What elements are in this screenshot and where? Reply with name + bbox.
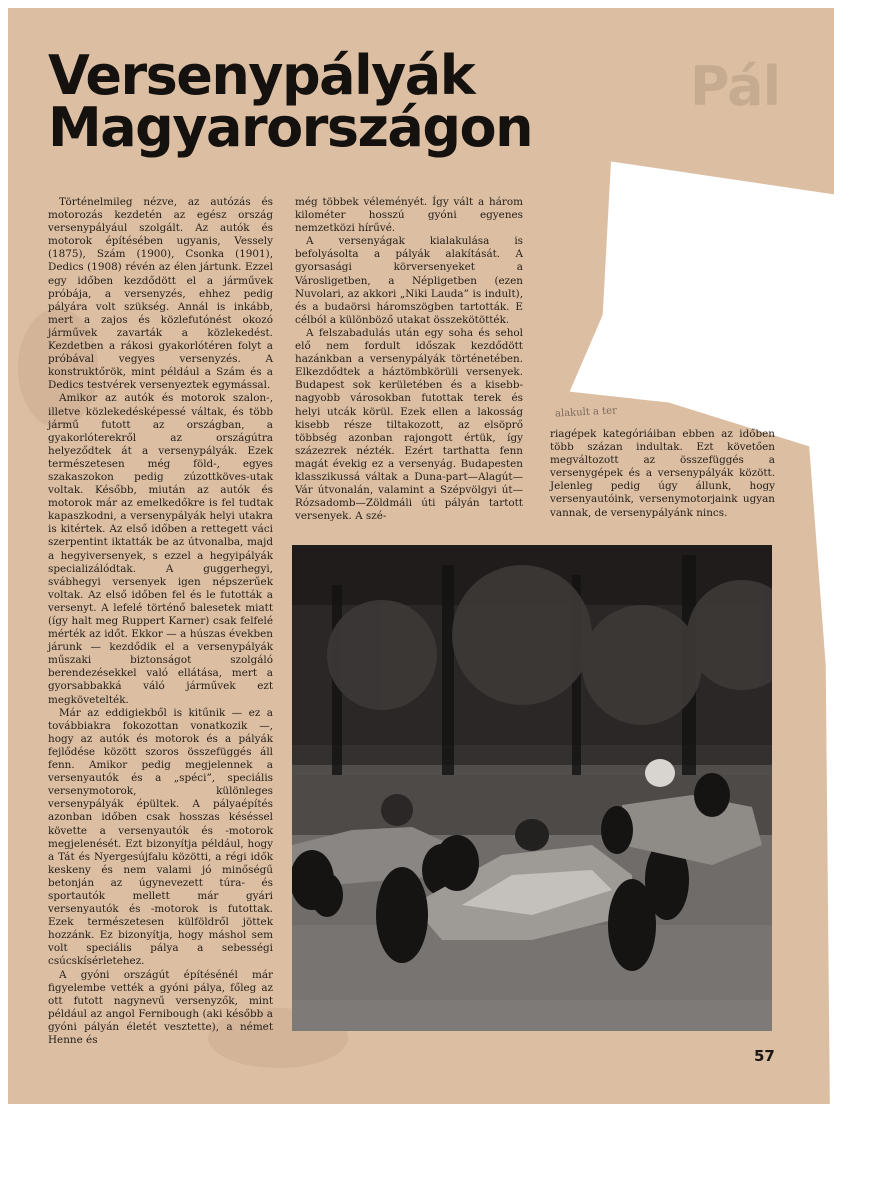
text-column-2 [295,196,523,523]
bleed-through-text: Pál [690,55,781,118]
article-title-line-1: Versenypályák [48,44,475,107]
paragraph: Történelmileg nézve, az autózás és motorozás kezdetén az egész ország versenypályául szolgált. Az autók és motorok építésében ugyanis, Vessely (1875), Szám (1900), Csonka (1901), Dedics (1908) révén az élen jártunk. Ezzel egy időben kezdődött el a járművek próbája, a versenyzés, ehhez pedig pályára volt szükség. Annál is inkább, mert a zajos és közlefutónést okozó járművek zavarták a közlekedést. Kezdetben a rákosi gyakorlótéren folyt a próbával vegyes versenyzés. A konstruktőrök, mint például a Szám és a Dedics testvérek versenyeztek egymással. [48,196,273,392]
torn-text-fragment: alakult a ter [554,405,618,420]
paragraph: A felszabadulás után egy soha és sehol elő nem fordult időszak kezdődött hazánkban a versenypályák történetében. Elkezdődtek a háztömbkörüli versenyek. Budapest sok kerületében és a kisebb-nagyobb városokban futottak terek és helyi utcák körül. Ezek ellen a lakosság kisebb része tiltakozott, az elsöprő többség azonban rajongott értük, így százezrek nézték. Ezért tarthatta fenn magát évekig ez a versenyág. Budapesten klasszikussá váltak a Duna-part—Alagút—Vár útvonalán, valamint a Szépvölgyi út—Rózsadomb—Zöldmáli úti pályán tartott versenyek. A szé- [295,326,523,523]
paragraph: A versenyágak kialakulása is befolyásolta a pályák alakítását. A gyorsasági körversenyeket a Városligetben, a Népligetben (ezen Nuvolari, az akkori „Niki Lauda” is indult), és a budaörsi háromszögben tartották. E célból a különböző utakat összekötötték. [295,235,523,326]
paragraph: riagépek kategóriáiban ebben az időben több százan indultak. Ezt követően megváltozott az összefüggés a versenygépek és a versenypályák között. Jelenleg pedig úgy állunk, hogy versenyautóink, versenymotorjaink ugyan vannak, de versenypályánk nincs. [550,428,775,519]
page-number: 57 [754,1047,775,1065]
article-title-line-2: Magyarországon [48,96,533,159]
race-car [601,759,762,865]
race-cars-illustration [292,545,772,1031]
paragraph: A gyóni országút építésénél már figyelembe vették a gyóni pálya, főleg az ott futott nagynevű versenyzők, mint például az angol Fernibough (aki később a gyóni pályán életét vesztette), a német Henne és [48,968,273,1046]
paragraph: Amikor az autók és motorok szalon-, illetve közlekedésképessé váltak, és több jármű futott az országban, a gyakorlóterekről az országútra helyeződtek át a versenypályák. Ezek természetesen még föld-, egyes szakaszokon pedig zúzottköves-utak voltak. Később, miután az autók és motorok már az emelkedőkre is fel tudtak kapaszkodni, a versenypályák helyi utakra is kitértek. Az első időben a rettegett váci szerpentint iktatták be az útvonalba, majd a hegyiversenyek, s ezzel a hegyipályák specializálódtak. A guggerhegyi, svábhegyi versenyek igen népszerűek voltak. Az első időben fel és le futották a versenyt. A lefelé történő balesetek miatt (így halt meg Ruppert Karner) csak felfelé mérték az időt. Ekkor — a húszas években járunk — kezdődik el a versenypályák műszaki biztonságot szolgáló berendezésekkel való ellátása, mert a gyorsabbakká váló járművek ezt megkövetelték. [48,392,273,706]
paragraph: még többek véleményét. Így vált a három kilométer hosszú gyóni egyenes nemzetközi hírűvé. [295,196,523,235]
paragraph: Már az eddigiekből is kitűnik — ez a továbbiakra fokozottan vonatkozik —, hogy az autók és motorok és a pályák fejlődése között szoros összefüggés áll fenn. Amikor pedig megjelennek a versenyautók és a „spéci”, speciális versenymotorok, különleges versenypályák épültek. A pályaépítés azonban időben csak hosszas késéssel követte a versenyautók és -motorok megjelenését. Ezt bizonyítja például, hogy a Tát és Nyergesújfalu közötti, a régi idők keskeny és nem valami jó minőségű betonján az úgynevezett túra- és sportautók mellett már gyári versenyautók és -motorok is futottak. Ezek természetesen külföldről jöttek hozzánk. Ez bizonyítja, hogy máshol sem volt speciális pálya a sebességi csúcskísérletehez. [48,706,273,968]
text-column-1 [48,196,273,1047]
race-cars-photo [292,545,772,1031]
text-column-3 [550,428,775,520]
article-title [48,44,533,159]
